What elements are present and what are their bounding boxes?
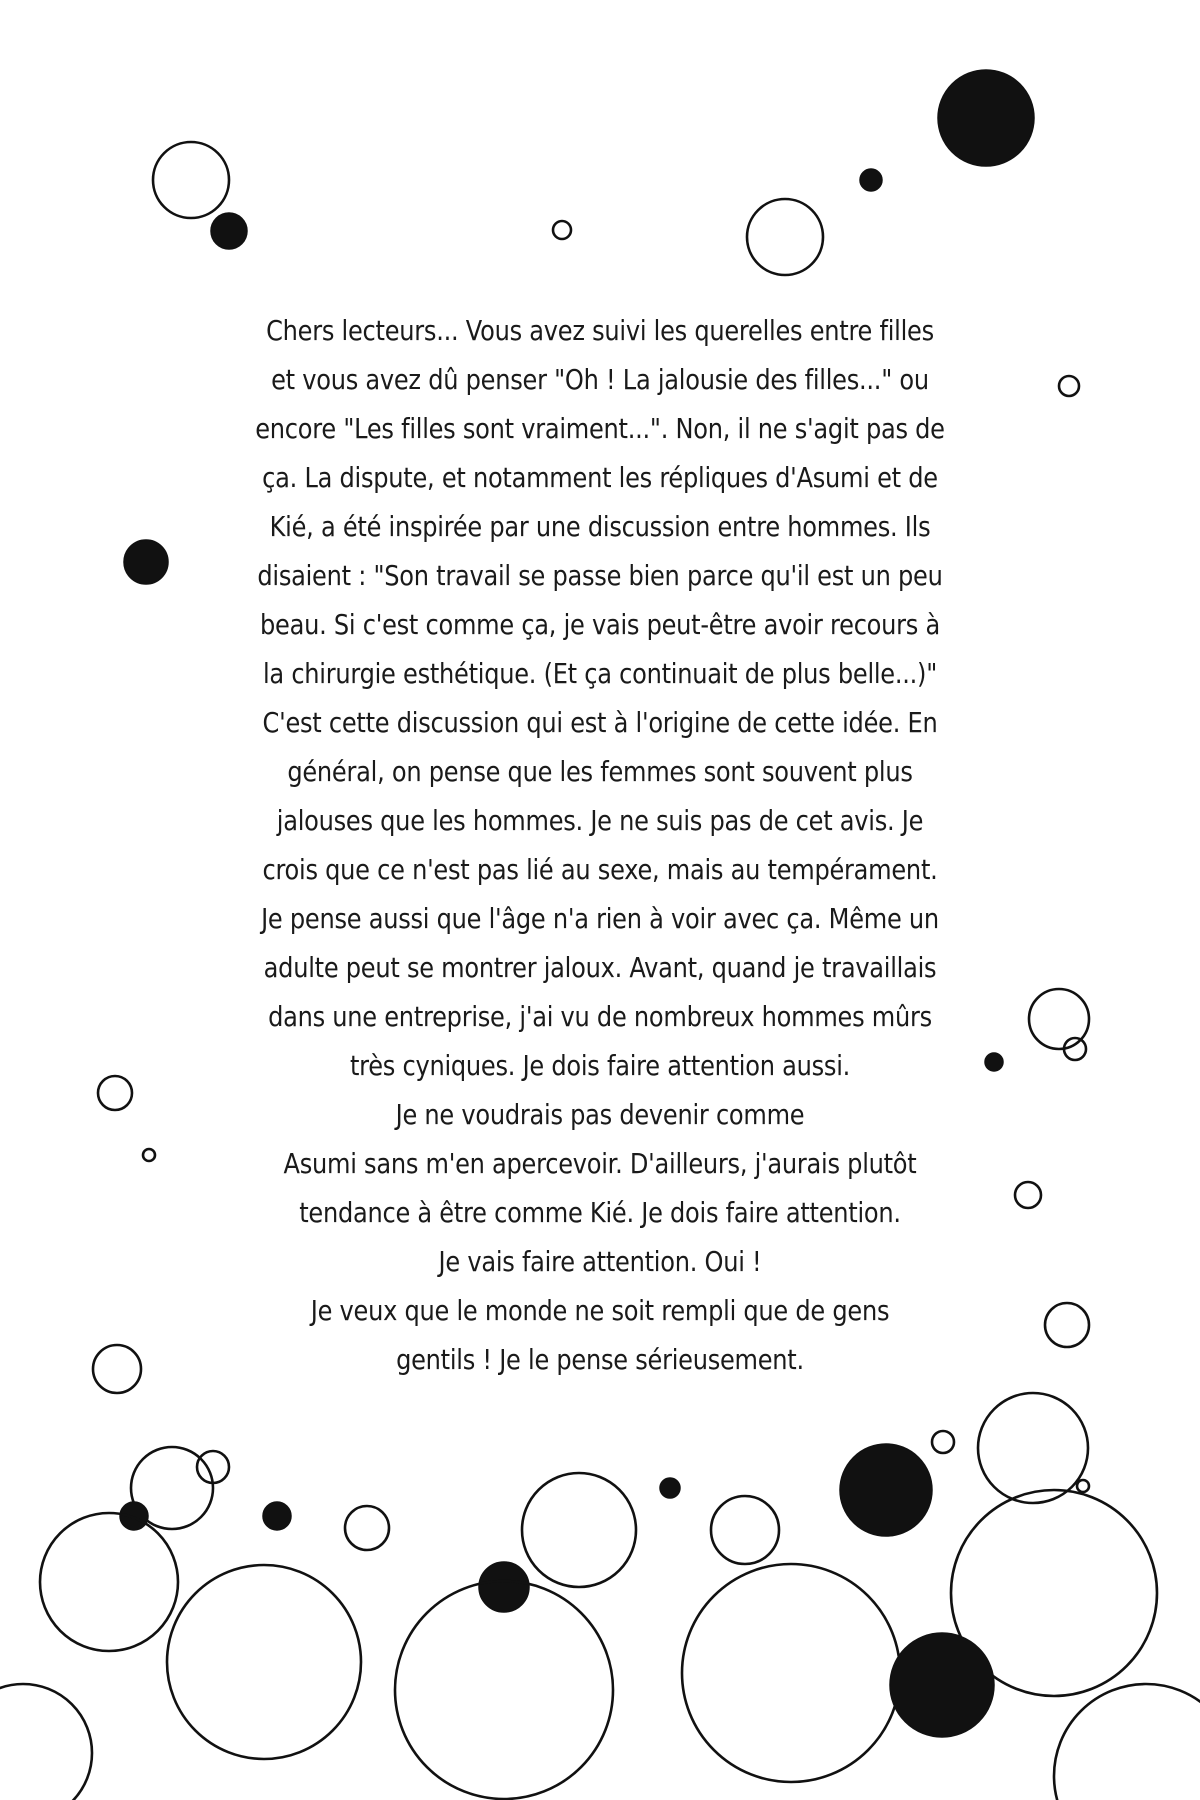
outline-bubble bbox=[345, 1506, 389, 1550]
filled-bubble bbox=[211, 213, 247, 249]
outline-bubble bbox=[932, 1431, 954, 1453]
text-line: Kié, a été inspirée par une discussion entre hommes. Ils bbox=[269, 510, 931, 543]
text-line: C'est cette discussion qui est à l'origine de cette idée. En bbox=[262, 706, 938, 739]
filled-bubble bbox=[860, 169, 882, 191]
outline-bubble bbox=[978, 1393, 1088, 1503]
afterword-text bbox=[0, 306, 1200, 1384]
outline-bubble bbox=[1077, 1480, 1089, 1492]
outline-bubble bbox=[1054, 1684, 1200, 1800]
text-line: gentils ! Je le pense sérieusement. bbox=[396, 1343, 804, 1376]
outline-bubble bbox=[167, 1565, 361, 1759]
text-line: la chirurgie esthétique. (Et ça continuait de plus belle...)" bbox=[262, 657, 938, 690]
text-line: Je pense aussi que l'âge n'a rien à voir avec ça. Même un bbox=[261, 902, 939, 935]
text-line: disaient : "Son travail se passe bien parce qu'il est un peu bbox=[257, 559, 943, 592]
outline-bubble bbox=[0, 1684, 92, 1800]
text-line: tendance à être comme Kié. Je dois faire attention. bbox=[299, 1196, 901, 1229]
text-line: Je veux que le monde ne soit rempli que de gens bbox=[310, 1294, 890, 1327]
outline-bubble bbox=[395, 1581, 613, 1799]
outline-bubble bbox=[553, 221, 571, 239]
text-line: et vous avez dû penser "Oh ! La jalousie des filles..." ou bbox=[271, 363, 929, 396]
outline-bubble bbox=[711, 1496, 779, 1564]
outline-bubble bbox=[682, 1564, 900, 1782]
text-line: Chers lecteurs... Vous avez suivi les querelles entre filles bbox=[266, 314, 934, 347]
filled-bubble bbox=[890, 1633, 994, 1737]
outline-bubble bbox=[522, 1473, 636, 1587]
filled-bubble bbox=[660, 1478, 680, 1498]
text-line: encore "Les filles sont vraiment...". Non, il ne s'agit pas de bbox=[255, 412, 945, 445]
text-line: crois que ce n'est pas lié au sexe, mais au tempérament. bbox=[262, 853, 938, 886]
text-line: dans une entreprise, j'ai vu de nombreux hommes mûrs bbox=[268, 1000, 932, 1033]
outline-bubble bbox=[40, 1513, 178, 1651]
outline-bubble bbox=[747, 199, 823, 275]
text-line: adulte peut se montrer jaloux. Avant, quand je travaillais bbox=[263, 951, 937, 984]
text-line: général, on pense que les femmes sont souvent plus bbox=[287, 755, 913, 788]
filled-bubble bbox=[479, 1562, 529, 1612]
text-line: Je ne voudrais pas devenir comme bbox=[395, 1098, 805, 1131]
text-line: Asumi sans m'en apercevoir. D'ailleurs, j'aurais plutôt bbox=[283, 1147, 917, 1180]
filled-bubble bbox=[938, 70, 1034, 166]
filled-bubble bbox=[840, 1444, 932, 1536]
text-line: Je vais faire attention. Oui ! bbox=[438, 1245, 762, 1278]
filled-bubble bbox=[263, 1502, 291, 1530]
text-line: beau. Si c'est comme ça, je vais peut-être avoir recours à bbox=[260, 608, 940, 641]
outline-bubble bbox=[153, 142, 229, 218]
text-line: très cyniques. Je dois faire attention aussi. bbox=[349, 1049, 851, 1082]
text-line: jalouses que les hommes. Je ne suis pas de cet avis. Je bbox=[276, 804, 924, 837]
text-line: ça. La dispute, et notamment les répliques d'Asumi et de bbox=[262, 461, 938, 494]
